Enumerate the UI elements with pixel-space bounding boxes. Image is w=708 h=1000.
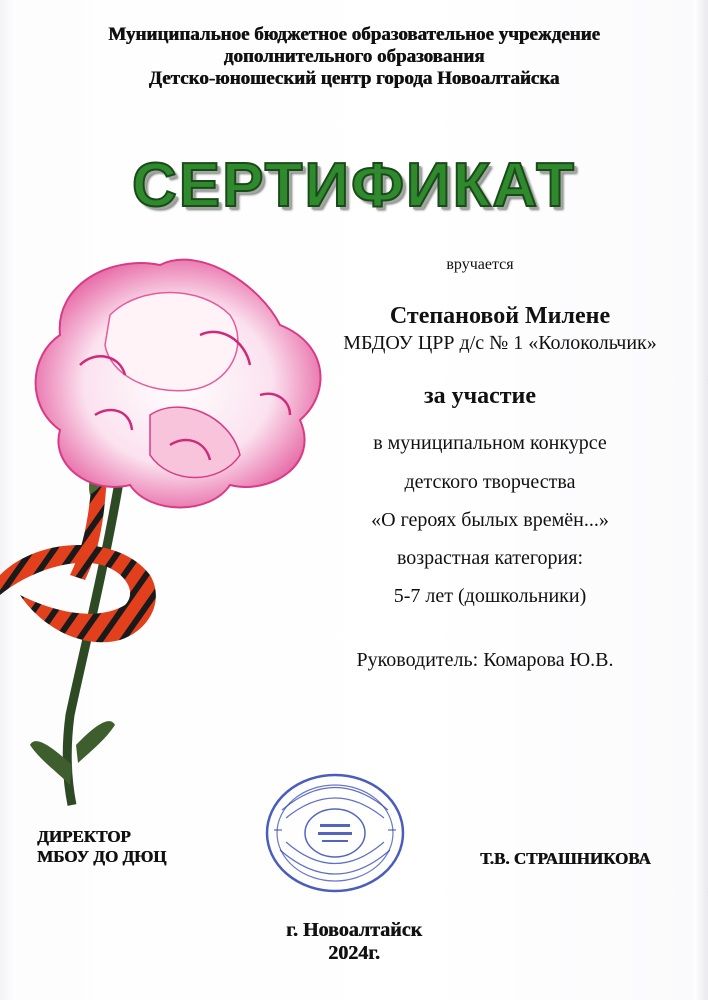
footer-city: г. Новоалтайск	[286, 919, 422, 941]
contest-line-1: в муниципальном конкурсе	[373, 432, 607, 454]
certificate-title: СЕРТИФИКАТ	[132, 151, 576, 220]
contest-name: «О героях былых времён...»	[371, 509, 609, 531]
carnation-bloom	[36, 260, 321, 508]
header-line-3: Детско-юношеский центр города Новоалтайска	[148, 68, 560, 89]
awarded-label: вручается	[446, 256, 514, 273]
ribbon-loop	[0, 545, 156, 642]
contest-line-2: детского творчества	[404, 471, 576, 493]
leaf-right	[76, 721, 115, 763]
header-line-2: дополнительного образования	[223, 46, 485, 67]
supervisor-line: Руководитель: Комарова Ю.В.	[356, 649, 614, 671]
institution-header	[0, 24, 708, 90]
recipient-organization: МБДОУ ЦРР д/с № 1 «Колокольчик»	[343, 332, 657, 354]
director-role-line-2: МБОУ ДО ДЮЦ	[37, 847, 167, 866]
recipient-name: Степановой Милене	[389, 303, 611, 329]
header-line-1: Муниципальное бюджетное образовательное учреждение	[108, 24, 600, 45]
director-name: Т.В. СТРАШНИКОВА	[480, 849, 651, 868]
footer-year: 2024г.	[328, 942, 380, 964]
participation-reason: за участие	[423, 383, 537, 409]
carnation-ribbon-illustration	[0, 245, 340, 825]
official-stamp	[262, 770, 408, 900]
age-category-label: возрастная категория:	[396, 547, 584, 569]
age-category-value: 5-7 лет (дошкольники)	[393, 585, 587, 607]
director-role-line-1: ДИРЕКТОР	[37, 827, 131, 846]
director-title	[37, 827, 166, 867]
